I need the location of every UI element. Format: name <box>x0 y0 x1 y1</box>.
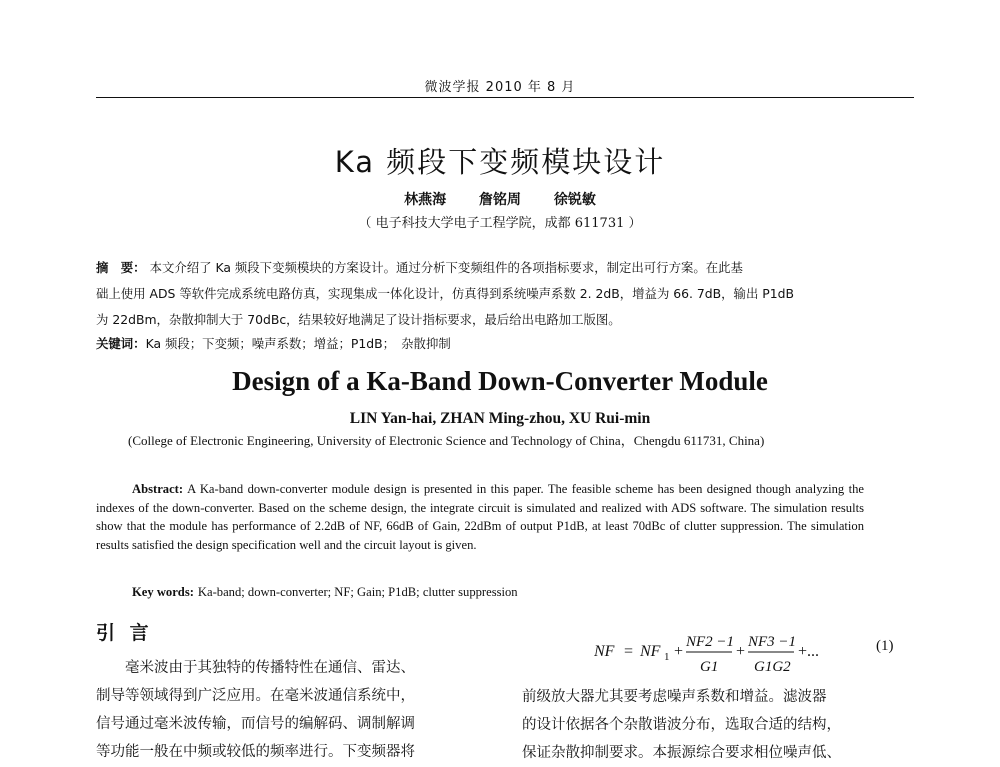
body-left-line-3: 信号通过毫米波传输，而信号的编解码、调制解调 <box>96 716 415 732</box>
keywords-cn-text: Ka 频段；下变频；噪声系数；增益；P1dB； 杂散抑制 <box>145 336 451 351</box>
abstract-en-text: A Ka-band down-converter module design is presented in this paper. The feasible scheme has been designed though analyzing the indexes of the down-converter. Based on the scheme design, the integrate circuit is simulated and realized with ADS software. The simulation results show that the module has performance of 2.2dB of NF, 66dB of Gain, 22dBm of output P1dB, at least 70dBc of clutter suppression. The simulation results satisfied the design specification well and the circuit layout is given. <box>96 482 864 552</box>
eq-lhs: NF <box>594 643 615 660</box>
header-rule <box>96 97 914 98</box>
affiliation-en: (College of Electronic Engineering, University of Electronic Science and Technology of China，Chengdu 611731, China) <box>128 433 765 448</box>
body-right-column <box>522 683 912 767</box>
body-right-line-3: 保证杂散抑制要求。本振源综合要求相位噪声低、 <box>522 745 841 761</box>
body-left-column <box>96 654 491 766</box>
noise-figure-equation <box>594 628 914 676</box>
body-left-line-4: 等功能一般在中频或较低的频率进行。下变频器将 <box>96 744 415 760</box>
title-en: Design of a Ka-Band Down-Converter Module <box>232 366 768 396</box>
keywords-en-text: Ka-band; down-converter; NF; Gain; P1dB; clutter suppression <box>197 585 518 599</box>
eq-term1: NF <box>640 643 661 660</box>
abstract-en <box>96 480 864 554</box>
keywords-en <box>132 585 872 600</box>
abstract-cn-line-3: 为 22dBm，杂散抑制大于 70dBc，结果较好地满足了设计指标要求，最后给出电路加工版图。 <box>96 312 621 327</box>
abstract-en-label: Abstract: <box>132 482 184 496</box>
eq-plus-2: + <box>736 643 746 660</box>
authors-cn <box>0 189 1000 209</box>
eq-plus-1: + <box>674 643 684 660</box>
keywords-en-label: Key words: <box>132 585 194 599</box>
eq-frac1-num: NF2 −1 <box>686 634 735 650</box>
eq-frac2-num: NF3 −1 <box>748 634 797 650</box>
author-cn-2: 詹铭周 <box>479 192 521 208</box>
author-cn-1: 林燕海 <box>404 192 447 208</box>
eq-tail: +... <box>798 643 820 660</box>
body-right-line-2: 的设计依据各个杂散谐波分布，选取合适的结构， <box>522 717 841 733</box>
keywords-cn <box>96 334 901 352</box>
title-cn: Ka 频段下变频模块设计 <box>334 145 666 179</box>
eq-equals: = <box>624 643 634 660</box>
authors-en: LIN Yan-hai, ZHAN Ming-zhou, XU Rui-min <box>349 410 651 427</box>
abstract-cn-label: 摘 要： <box>96 260 146 275</box>
journal-header: 微波学报 2010 年 8 月 <box>424 80 576 95</box>
body-left-line-2: 制导等领域得到广泛应用。在毫米波通信系统中， <box>96 688 415 704</box>
section-title-intro: 引 言 <box>96 622 153 644</box>
abstract-cn-line-1: 摘 要： 本文介绍了 Ka 频段下变频模块的方案设计。通过分析下变频组件的各项指标要求，制定出可行方案。在此基 <box>96 260 743 275</box>
eq-term1-sub: 1 <box>664 651 670 663</box>
author-cn-3: 徐锐敏 <box>553 192 596 208</box>
equation-number: (1) <box>876 638 894 654</box>
abstract-cn-line-2: 础上使用 ADS 等软件完成系统电路仿真，实现集成一体化设计，仿真得到系统噪声系数 2. 2dB，增益为 66. 7dB，输出 P1dB <box>96 286 794 301</box>
eq-frac1-den: G1 <box>700 659 719 675</box>
eq-frac2-den: G1G2 <box>754 659 791 675</box>
body-right-line-1: 前级放大器尤其要考虑噪声系数和增益。滤波器 <box>522 689 827 705</box>
abstract-cn <box>96 255 901 333</box>
body-left-line-1: 毫米波由于其独特的传播特性在通信、雷达、 <box>125 660 415 676</box>
affiliation-cn: （ 电子科技大学电子工程学院，成都 611731 ） <box>358 216 642 231</box>
keywords-cn-label: 关键词： <box>96 336 146 351</box>
